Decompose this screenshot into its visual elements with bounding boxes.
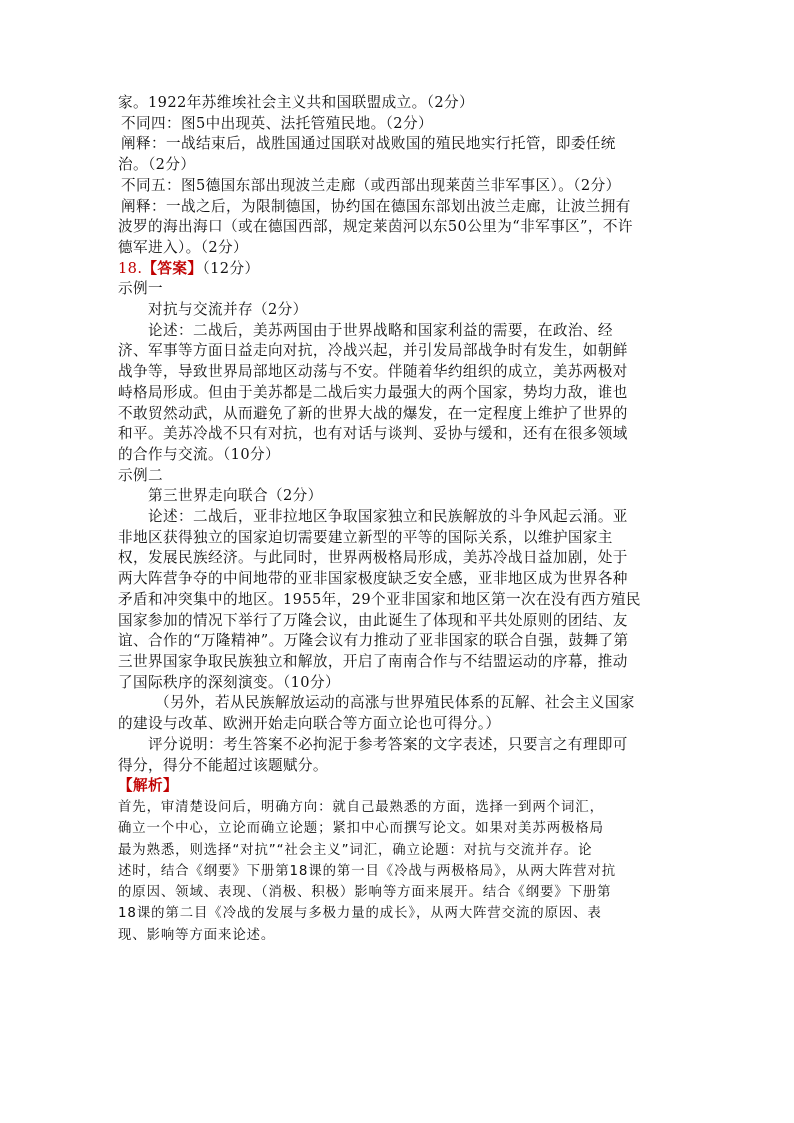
example-2-topic: 第三世界走向联合（2分） <box>148 487 323 505</box>
example-1-label: 示例一 <box>118 280 163 298</box>
text-line: 波罗的海出海口（或在德国西部，规定莱茵河以东50公里为“非军事区”，不许 <box>118 218 633 236</box>
analysis-line: 最为熟悉，则选择“对抗”“社会主义”词汇，确立论题：对抗与交流并存。论 <box>118 842 593 858</box>
example-1-line: 济、军事等方面日益走向对抗，冷战兴起，并引发局部战争时有发生，如朝鲜 <box>118 342 628 360</box>
example-1-line: 论述：二战后，美苏两国由于世界战略和国家利益的需要，在政治、经 <box>148 321 613 339</box>
example-2-line: 国家参加的情况下举行了万隆会议，由此诞生了体现和平共处原则的团结、友 <box>118 611 628 629</box>
text-line: 阐释：一战结束后，战胜国通过国联对战败国的殖民地实行托管，即委任统 <box>121 135 616 153</box>
text-line: 阐释：一战之后，为限制德国，协约国在德国东部划出波兰走廊，让波兰拥有 <box>121 197 631 215</box>
answer-label: 【答案】 <box>142 259 203 277</box>
analysis-line: 的原因、领域、表现、（消极、积极）影响等方面来展开。结合《纲要》下册第 <box>118 885 612 901</box>
example-1-line: 和平。美苏冷战不只有对抗，也有对话与谈判、妥协与缓和，还有在很多领域 <box>118 425 628 443</box>
example-2-line: 了国际秩序的深刻演变。（10分） <box>118 673 340 691</box>
example-2-line: 三世界国家争取民族独立和解放，开启了南南合作与不结盟运动的序幕，推动 <box>118 652 628 670</box>
question-number: 18. <box>118 259 143 277</box>
example-1-line: 的合作与交流。（10分） <box>118 445 281 463</box>
scoring-line: 得分，得分不能超过该题赋分。 <box>118 756 328 774</box>
example-2-label: 示例二 <box>118 466 163 484</box>
text-line: 治。（2分） <box>118 156 196 174</box>
example-2-line: 权，发展民族经济。与此同时，世界两极格局形成，美苏冷战日益加剧，处于 <box>118 549 628 567</box>
analysis-line: 确立一个中心，立论而确立论题；紧扣中心而撰写论文。如果对美苏两极格局 <box>118 821 604 837</box>
question-score: （12分） <box>202 259 260 277</box>
analysis-label: 【解析】 <box>118 777 178 795</box>
scoring-line: 评分说明：考生答案不必拘泥于参考答案的文字表述，只要言之有理即可 <box>148 735 628 753</box>
example-1-topic: 对抗与交流并存（2分） <box>148 301 308 319</box>
text-line: 家。1922年苏维埃社会主义共和国联盟成立。（2分） <box>118 94 474 111</box>
analysis-line: 18课的第二目《冷战的发展与多极力量的成长》，从两大阵营交流的原因、表 <box>118 906 602 922</box>
example-1-line: 峙格局形成。但由于美苏都是二战后实力最强大的两个国家，势均力敌，谁也 <box>118 383 628 401</box>
note-line: 的建设与改革、欧洲开始走向联合等方面立论也可得分。） <box>118 715 501 733</box>
text-line: 不同五：图5德国东部出现波兰走廊（或西部出现莱茵兰非军事区）。（2分） <box>121 176 621 194</box>
note-line: （另外，若从民族解放运动的高涨与世界殖民体系的瓦解、社会主义国家 <box>155 694 635 712</box>
example-1-line: 战争等，导致世界局部地区动荡与不安。伴随着华约组织的成立，美苏两极对 <box>118 363 628 381</box>
analysis-line: 现、影响等方面来论述。 <box>118 927 276 943</box>
example-2-line: 矛盾和冲突集中的地区。1955年，29个亚非国家和地区第一次在没有西方殖民 <box>118 590 641 608</box>
question-18-header <box>118 259 686 280</box>
example-1-line: 不敢贸然动武，从而避免了新的世界大战的爆发，在一定程度上维护了世界的 <box>118 404 628 422</box>
document-page <box>118 93 686 946</box>
analysis-line: 首先，审清楚设问后，明确方向：就自己最熟悉的方面，选择一到两个词汇， <box>118 799 604 815</box>
text-line: 不同四：图5中出现英、法托管殖民地。（2分） <box>121 114 433 132</box>
text-line: 德军进入）。（2分） <box>118 238 249 256</box>
example-2-line: 谊、合作的“万隆精神”。万隆会议有力推动了亚非国家的联合自强，鼓舞了第 <box>118 632 629 650</box>
example-2-line: 两大阵营争夺的中间地带的亚非国家极度缺乏安全感，亚非地区成为世界各种 <box>118 570 628 588</box>
example-2-line: 非地区获得独立的国家迫切需要建立新型的平等的国际关系，以维护国家主 <box>118 528 613 546</box>
example-2-line: 论述：二战后，亚非拉地区争取国家独立和民族解放的斗争风起云涌。亚 <box>148 508 628 526</box>
analysis-line: 述时，结合《纲要》下册第18课的第一目《冷战与两极格局》，从两大阵营对抗 <box>118 863 617 879</box>
